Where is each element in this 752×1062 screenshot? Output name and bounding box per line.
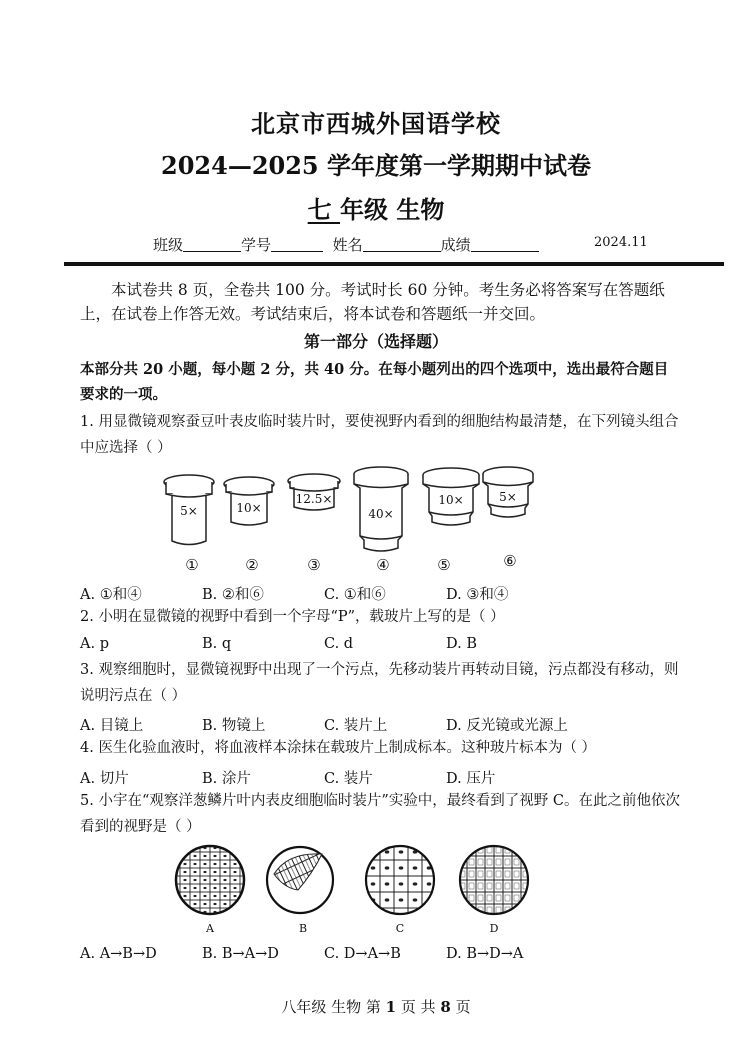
school-name: 北京市西城外国语学校 [251,109,501,138]
lens-1-number: ① [185,556,199,574]
q2-option-d[interactable]: D. B [446,636,477,652]
score-label: 成绩 [440,236,471,254]
q4-option-b[interactable]: B. 涂片 [202,771,251,787]
class-blank[interactable] [183,237,241,252]
grade-subject [0,190,752,225]
field-c-label: C [395,922,405,935]
q2-option-a[interactable]: A. p [80,636,109,652]
q4-option-a[interactable]: A. 切片 [80,771,129,787]
student-info-line [153,234,539,255]
q3-option-b[interactable]: B. 物镜上 [202,718,266,734]
q3-option-c[interactable]: C. 装片上 [324,718,388,734]
score-blank[interactable] [471,237,539,252]
grade-subject-label: 年级 生物 [340,195,445,224]
grade-number: 七 [307,195,340,224]
page-footer [0,996,752,1017]
lens-4-mag: 40× [368,507,394,521]
q5-option-d[interactable]: D. B→D→A [446,946,524,962]
footer-total-pages: 8 [440,998,451,1016]
lens-5-mag: 10× [438,493,464,507]
question-1: 1. 用显微镜观察蚕豆叶表皮临时装片时，要使视野内看到的细胞结构最清楚，在下列镜头组合中应选择（ ） [80,414,679,456]
q2-option-c[interactable]: C. d [324,636,354,652]
field-a-label: A [206,922,214,935]
field-d [460,846,528,914]
lens-2-number: ② [245,556,259,574]
field-c [366,846,434,914]
footer-prefix: 八年级 生物 第 [281,998,386,1016]
q4-option-d[interactable]: D. 压片 [446,771,496,787]
footer-middle: 页 共 [396,998,441,1016]
exam-instructions: 本试卷共 8 页，全卷共 100 分。考试时长 60 分钟。考生务必将答案写在答题纸上，在试卷上作答无效。考试结束后，将本试卷和答题纸一并交回。 [80,281,665,323]
microscope-fields-figure [170,844,540,936]
q5-option-b[interactable]: B. B→A→D [202,946,279,962]
q5-option-a[interactable]: A. A→B→D [80,946,157,962]
q1-option-d[interactable]: D. ③和④ [446,587,509,603]
footer-suffix: 页 [450,998,471,1016]
part1-description: 本部分共 20 小题，每小题 2 分，共 40 分。在每小题列出的四个选项中，选出最符合题目要求的一项。 [80,361,669,403]
lens-3-number: ③ [307,556,321,574]
question-3: 3. 观察细胞时，显微镜视野中出现了一个污点，先移动装片再转动目镜，污点都没有移动，则说明污点在（ ） [80,662,679,704]
q3-option-a[interactable]: A. 目镜上 [80,718,144,734]
footer-page-number: 1 [385,998,397,1016]
q1-option-b[interactable]: B. ②和⑥ [202,587,264,603]
field-b-label: B [298,922,308,935]
lens-6-mag: 5× [499,490,517,504]
class-label: 班级 [153,236,184,254]
q1-option-c[interactable]: C. ①和⑥ [324,587,386,603]
lens-figure [150,464,550,576]
lens-1-mag: 5× [180,504,198,518]
lens-3-mag: 12.5× [295,492,333,506]
header-divider [64,262,724,266]
question-2: 2. 小明在显微镜的视野中看到一个字母“P”，载玻片上写的是（ ） [80,609,505,625]
name-blank[interactable] [363,237,441,252]
name-label: 姓名 [332,236,363,254]
q1-option-a[interactable]: A. ①和④ [80,587,142,603]
field-a [176,846,244,914]
q5-option-c[interactable]: C. D→A→B [324,946,401,962]
q2-option-b[interactable]: B. q [202,636,232,652]
part1-title: 第一部分（选择题） [303,332,448,351]
student-id-blank[interactable] [271,237,323,252]
q4-option-c[interactable]: C. 装片 [324,771,373,787]
question-4: 4. 医生化验血液时，将血液样本涂抹在载玻片上制成标本。这种玻片标本为（ ） [80,740,597,756]
exam-date: 2024.11 [594,235,648,250]
field-d-label: D [489,922,499,935]
question-5: 5. 小宇在“观察洋葱鳞片叶内表皮细胞临时装片”实验中，最终看到了视野 C。在此之前他依次看到的视野是（ ） [80,793,680,835]
lens-2-mag: 10× [236,501,262,515]
exam-title: 2024—2025 学年度第一学期期中试卷 [161,151,591,180]
lens-6-number: ⑥ [503,552,517,570]
q3-option-d[interactable]: D. 反光镜或光源上 [446,718,568,734]
lens-4-number: ④ [376,556,390,574]
lens-5-number: ⑤ [437,556,451,574]
student-id-label: 学号 [241,236,272,254]
